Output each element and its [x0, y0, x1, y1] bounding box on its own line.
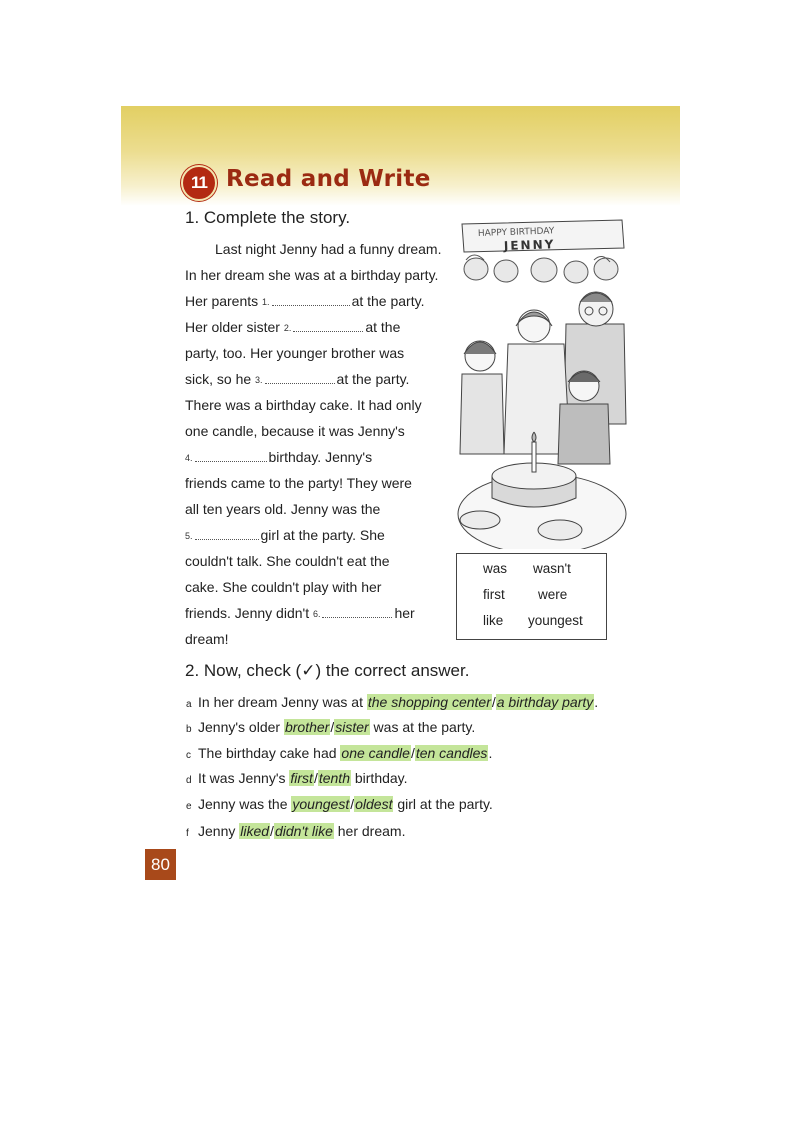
word-bank-word: wasn't — [533, 561, 571, 576]
story-line: party, too. Her younger brother was — [185, 345, 405, 361]
birthday-party-illustration — [456, 214, 628, 549]
page-number: 80 — [145, 849, 176, 880]
check-item-f: f Jenny liked/didn't like her dream. — [186, 823, 406, 839]
option-2[interactable]: sister — [335, 719, 369, 735]
blank-number: 5. — [185, 531, 193, 541]
word-bank-word: was — [483, 561, 508, 576]
option-1[interactable]: first — [290, 770, 313, 786]
check-item-d: d It was Jenny's first/tenth birthday. — [186, 770, 408, 786]
plate-right — [538, 520, 582, 540]
option-1[interactable]: brother — [284, 719, 330, 735]
answer-blank-1[interactable] — [272, 294, 350, 306]
story-line: dream! — [185, 631, 229, 647]
story-line: Her parents 1. at the party. — [185, 293, 425, 309]
option-2[interactable]: ten candles — [415, 745, 488, 761]
story-line: Her older sister 2. at the — [185, 319, 401, 335]
blank-number: 4. — [185, 453, 193, 463]
part1-heading: 1. Complete the story. — [185, 208, 351, 227]
unit-number-badge: 11 — [181, 165, 217, 201]
check-item-b: b Jenny's older brother/sister was at the party. — [186, 719, 476, 735]
story-line: There was a birthday cake. It had only — [185, 397, 422, 413]
banner-text-line2: JENNY — [503, 237, 556, 253]
story-line: Last night Jenny had a funny dream. — [215, 241, 442, 257]
story-line: friends came to the party! They were — [185, 475, 412, 491]
story-line: one candle, because it was Jenny's — [185, 423, 405, 439]
answer-blank-6[interactable] — [322, 606, 392, 618]
word-bank-word: like — [483, 613, 504, 628]
option-2[interactable]: a birthday party — [496, 694, 594, 710]
story-line: cake. She couldn't play with her — [185, 579, 382, 595]
option-1[interactable]: one candle — [341, 745, 410, 761]
word-bank-word: first — [483, 587, 505, 602]
banner-text-line1: HAPPY BIRTHDAY — [477, 226, 555, 239]
answer-blank-2[interactable] — [293, 320, 363, 332]
word-bank-word: youngest — [528, 613, 583, 628]
part2-heading: 2. Now, check (✓) the correct answer. — [185, 661, 470, 680]
check-item-e: e Jenny was the youngest/oldest girl at the party. — [186, 796, 493, 812]
story-line: sick, so he 3. at the party. — [185, 371, 410, 387]
word-bank-box — [456, 553, 607, 640]
story-line: 4. birthday. Jenny's — [185, 449, 373, 465]
option-1[interactable]: youngest — [292, 796, 350, 812]
story-line: all ten years old. Jenny was the — [185, 501, 381, 517]
option-2[interactable]: didn't like — [274, 823, 333, 839]
story-line: friends. Jenny didn't 6. her — [185, 605, 415, 621]
story-line: 5. girl at the party. She — [185, 527, 385, 543]
check-item-a: a In her dream Jenny was at the shopping center/a birthday party. — [186, 694, 599, 710]
blank-number: 3. — [255, 375, 263, 385]
answer-blank-3[interactable] — [265, 372, 335, 384]
option-1[interactable]: liked — [240, 823, 270, 839]
section-title: Read and Write — [226, 166, 431, 192]
blank-number: 2. — [283, 323, 292, 333]
check-item-c: c The birthday cake had one candle/ten candles. — [186, 745, 493, 761]
option-1[interactable]: the shopping center — [367, 694, 491, 710]
blank-number: 6. — [312, 609, 321, 619]
word-bank-word: were — [538, 587, 568, 602]
plate-left — [460, 511, 500, 529]
blank-number: 1. — [262, 297, 270, 307]
answer-blank-5[interactable] — [195, 528, 259, 540]
candle — [532, 442, 536, 472]
option-2[interactable]: oldest — [355, 796, 393, 812]
story-line: couldn't talk. She couldn't eat the — [185, 553, 390, 569]
option-2[interactable]: tenth — [318, 770, 350, 786]
story-line: In her dream she was at a birthday party. — [185, 267, 439, 283]
answer-blank-4[interactable] — [195, 450, 267, 462]
